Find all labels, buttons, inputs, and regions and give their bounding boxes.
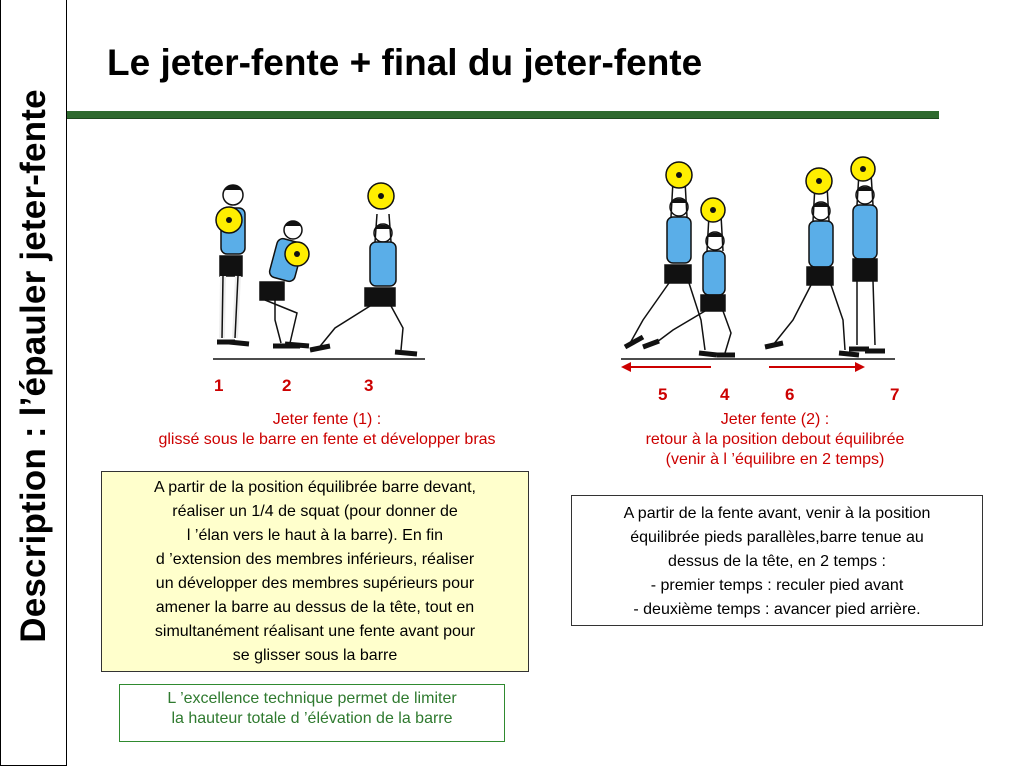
left-description-line: simultanément réalisant une fente avant pour [154, 623, 476, 640]
right-illustration [613, 155, 898, 377]
right-description-line: dessus de la tête, en 2 temps : [668, 553, 886, 570]
barbell-plate-3 [368, 183, 394, 209]
title-divider [67, 111, 939, 119]
left-description-line: amener la barre au dessus de la tête, tout en [155, 599, 475, 616]
page-title: Le jeter-fente + final du jeter-fente [107, 42, 703, 83]
arrow-right-icon [769, 362, 865, 372]
caption-left [112, 410, 542, 450]
caption-left-title: Jeter fente (1) : [272, 411, 382, 428]
figure-number-3: 3 [364, 376, 374, 395]
figure-number-6: 6 [785, 385, 795, 404]
side-band [0, 0, 67, 766]
athlete-7 [849, 173, 885, 351]
left-description-line: un développer des membres supérieurs pour [155, 575, 475, 592]
caption-right-text-2: (venir à l ’équilibre en 2 temps) [665, 451, 885, 468]
caption-right-title: Jeter fente (2) : [720, 411, 830, 428]
figure-number-4: 4 [720, 385, 730, 404]
right-description-line: - premier temps : reculer pied avant [650, 577, 904, 594]
left-description-line: A partir de la position équilibrée barre devant, [154, 479, 476, 496]
left-description-box [101, 471, 529, 672]
figure-number-7: 7 [890, 385, 900, 404]
technique-note-line: la hauteur totale d ’élévation de la barre [171, 710, 453, 727]
athlete-6 [765, 185, 859, 355]
left-illustration [205, 178, 430, 364]
barbell-plate-7 [851, 157, 875, 181]
figure-number-1: 1 [214, 376, 224, 395]
side-title: Description : l’épauler jeter-fente [14, 89, 53, 643]
caption-left-text: glissé sous le barre en fente et développer bras [158, 431, 496, 448]
barbell-plate-6 [806, 168, 832, 194]
figure-number-2: 2 [282, 376, 292, 395]
barbell-plate-1 [216, 207, 242, 233]
arrow-left-icon [621, 362, 711, 372]
technique-note-line: L ’excellence technique permet de limiter [167, 690, 457, 707]
right-description-box [571, 495, 983, 626]
barbell-plate-5 [666, 162, 692, 188]
athlete-3 [310, 214, 417, 354]
caption-right-text-1: retour à la position debout équilibrée [645, 431, 905, 448]
figure-number-5: 5 [658, 385, 668, 404]
left-description-line: réaliser un 1/4 de squat (pour donner de [172, 503, 458, 520]
right-description-line: équilibrée pieds parallèles,barre tenue au [630, 529, 924, 546]
left-description-line: d ’extension des membres inférieurs, réaliser [155, 551, 475, 568]
right-description-line: A partir de la fente avant, venir à la position [623, 505, 931, 522]
technique-note [119, 684, 505, 742]
left-description-line: se glisser sous la barre [232, 647, 398, 664]
athlete-2 [260, 221, 309, 346]
caption-right [590, 410, 960, 470]
barbell-plate-4 [701, 198, 725, 222]
left-description-line: l ’élan vers le haut à la barre). En fin [186, 527, 444, 544]
barbell-plate-2 [285, 242, 309, 266]
right-description-line: - deuxième temps : avancer pied arrière. [633, 601, 921, 618]
